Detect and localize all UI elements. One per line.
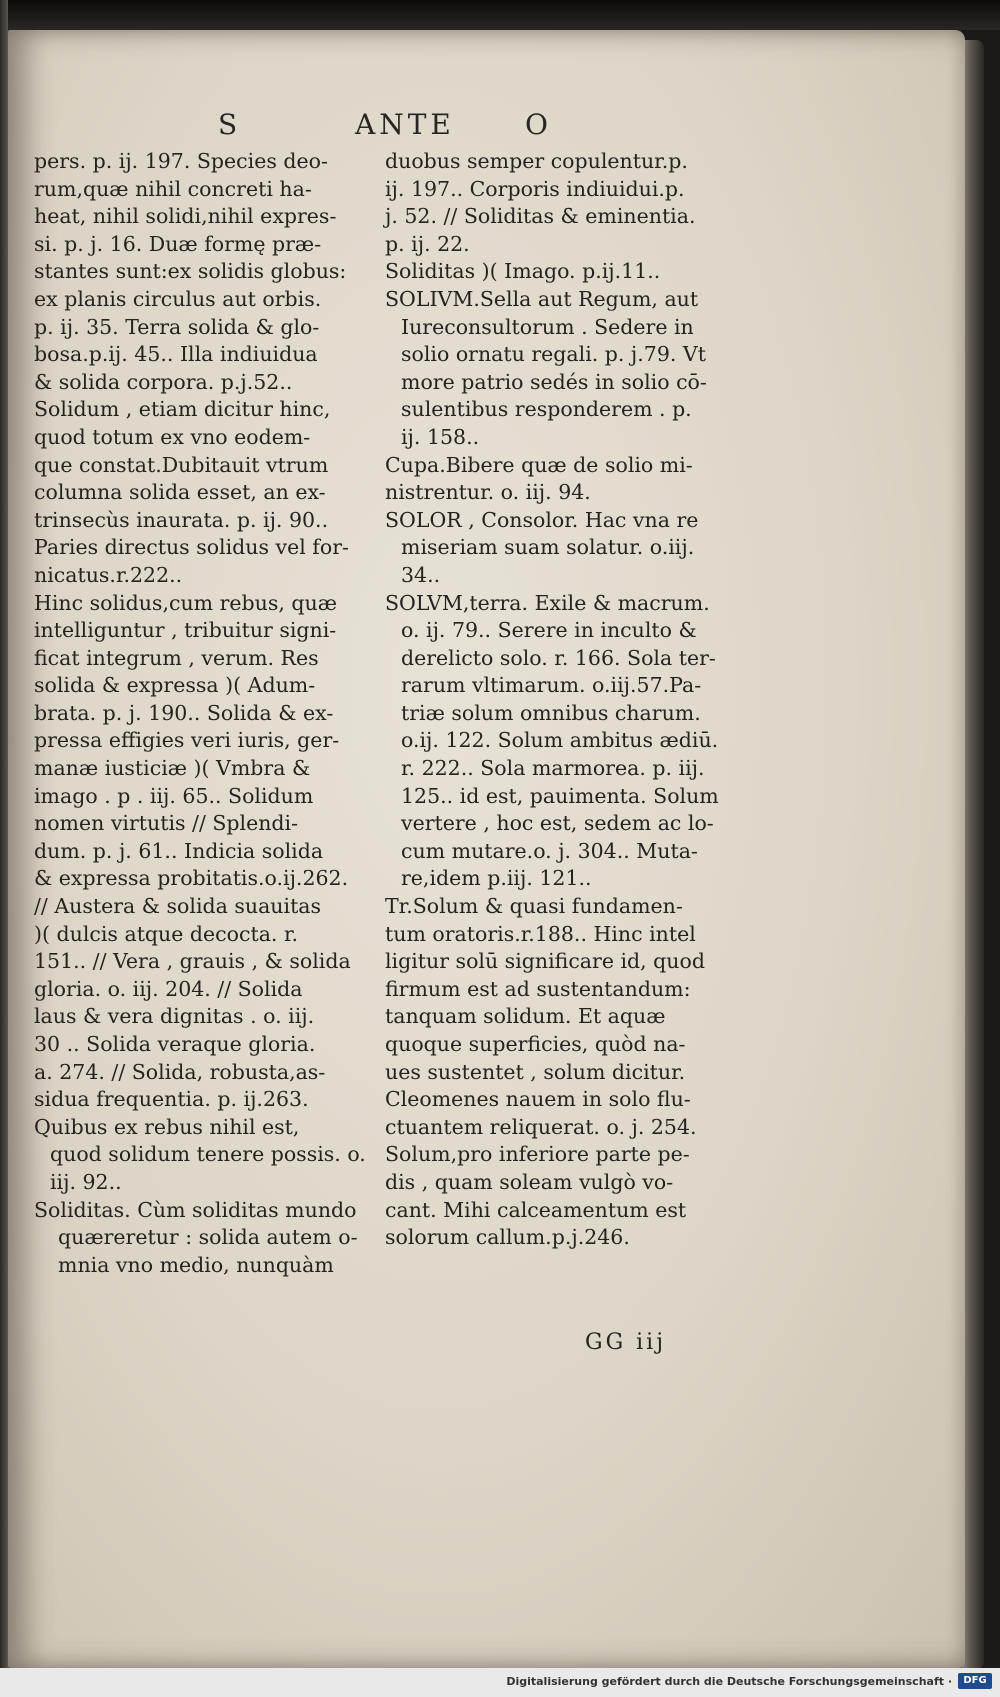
catchword: GG iij [585,1330,667,1355]
left-column-line: mnia vno medio, nunquàm [58,1252,334,1277]
right-column-line: sulentibus responderem . p. [401,397,692,422]
running-header [210,108,590,148]
left-column-line: )( dulcis atque decocta. r. [34,921,299,946]
left-column-line: 151.. // Vera , grauis , & solida [34,949,351,974]
left-column-line: a. 274. // Solida, robusta,as- [34,1059,326,1084]
right-column-line: o.ij. 122. Solum ambitus ædiū. [401,728,719,753]
right-column-line: cum mutare.o. j. 304.. Muta- [401,838,698,863]
right-column-line: ues sustentet , solum dicitur. [385,1059,686,1084]
right-column-line: solio ornatu regali. p. j.79. Vt [401,342,706,367]
right-column-line: SOLVM,terra. Exile & macrum. [385,590,710,615]
right-column-line: Cupa.Bibere quæ de solio mi- [385,452,693,477]
left-column-line: columna solida esset, an ex- [34,480,326,505]
right-column-line: duobus semper copulentur.p. [385,149,688,173]
left-column-line: & solida corpora. p.j.52.. [34,369,293,394]
left-column-line: Quibus ex rebus nihil est, [34,1114,300,1139]
header-right-letter: O [525,108,552,141]
right-column-line: derelicto solo. r. 166. Sola ter- [401,645,716,670]
header-middle-word: ANTE [355,108,455,141]
left-column-line: nomen virtutis // Splendi- [34,811,299,836]
right-column-line: r. 222.. Sola marmorea. p. iij. [401,756,705,781]
left-column-line: ex planis circulus aut orbis. [34,286,322,311]
left-column-line: Paries directus solidus vel for- [34,535,349,560]
right-column-line: ij. 197.. Corporis indiuidui.p. [385,176,685,201]
right-column-line: j. 52. // Soliditas & eminentia. [385,204,696,229]
digitization-credit: Digitalisierung gefördert durch die Deutsche Forschungsgemeinschaft · [506,1675,952,1688]
left-column-line: laus & vera dignitas . o. iij. [34,1004,315,1029]
left-column-line: imago . p . iij. 65.. Solidum [34,783,314,808]
left-column-line: sidua frequentia. p. ij.263. [34,1087,309,1112]
right-column-line: solorum callum.p.j.246. [385,1225,630,1250]
left-column-line: solida & expressa )( Adum- [34,673,316,698]
right-column-line: re,idem p.iij. 121.. [401,866,592,891]
right-column-line: SOLOR , Consolor. Hac vna re [385,507,699,532]
left-column-line: bosa.p.ij. 45.. Illa indiuidua [34,342,318,367]
left-column-line: heat, nihil solidi,nihil expres- [34,204,337,229]
right-column-line: cant. Mihi calceamentum est [385,1197,687,1222]
right-column-line: rarum vltimarum. o.iij.57.Pa- [401,673,702,698]
left-column-line: gloria. o. iij. 204. // Solida [34,976,303,1001]
left-column-line: trinsecùs inaurata. p. ij. 90.. [34,507,329,532]
right-column-line: Iureconsultorum . Sedere in [401,314,694,339]
header-left-letter: S [218,108,242,141]
right-column-line: SOLIVM.Sella aut Regum, aut [385,286,699,311]
right-column-line: Tr.Solum & quasi fundamen- [385,894,683,919]
right-column-line: p. ij. 22. [385,231,470,256]
left-column-line: nicatus.r.222.. [34,562,183,587]
left-column-line: brata. p. j. 190.. Solida & ex- [34,700,334,725]
right-column-line: firmum est ad sustentandum: [385,976,691,1001]
right-column-line: miseriam suam solatur. o.iij. [401,535,695,560]
right-column [385,148,760,1252]
left-column-line: p. ij. 35. Terra solida & glo- [34,314,320,339]
right-column-line: 34.. [401,562,441,587]
left-column-line: // Austera & solida suauitas [34,894,322,919]
right-column-line: vertere , hoc est, sedem ac lo- [401,811,714,836]
left-column-line: stantes sunt:ex solidis globus: [34,259,347,284]
left-column-line: 30 .. Solida veraque gloria. [34,1032,316,1056]
left-column-line: intelliguntur , tribuitur signi- [34,618,337,643]
right-column-line: 125.. id est, pauimenta. Solum [401,783,719,808]
left-column-line: manæ iusticiæ )( Vmbra & [34,756,311,781]
right-column-line: Cleomenes nauem in solo flu- [385,1087,691,1112]
right-column-line: more patrio sedés in solio cō- [401,369,707,394]
right-column-line: ij. 158.. [401,424,480,449]
left-column-line: si. p. j. 16. Duæ formę præ- [34,231,322,256]
left-column-line: rum,quæ nihil concreti ha- [34,176,312,201]
left-column-line: que constat.Dubitauit vtrum [34,452,329,477]
left-column-line: & expressa probitatis.o.ij.262. [34,866,349,891]
right-column-line: dis , quam soleam vulgò vo- [385,1169,674,1194]
left-column-line: pressa effigies veri iuris, ger- [34,728,340,753]
left-column-line: quod solidum tenere possis. o. [50,1142,366,1167]
right-column-line: quoque superficies, quòd na- [385,1032,686,1056]
right-column-line: nistrentur. o. iij. 94. [385,480,591,505]
right-column-line: tanquam solidum. Et aquæ [385,1004,666,1029]
right-column-line: Solum,pro inferiore parte pe- [385,1142,690,1167]
right-column-line: o. ij. 79.. Serere in inculto & [401,618,697,643]
left-column-line: Soliditas. Cùm soliditas mundo [34,1197,357,1222]
left-column-line: dum. p. j. 61.. Indicia solida [34,838,324,863]
left-column-line: pers. p. ij. 197. Species deo- [34,149,328,173]
left-column [34,148,379,1279]
page-edge [962,40,984,1670]
right-column-line: tum oratoris.r.188.. Hinc intel [385,921,696,946]
left-column-line: iij. 92.. [50,1169,122,1194]
right-column-line: ctuantem reliquerat. o. j. 254. [385,1114,697,1139]
right-column-line: ligitur solū significare id, quod [385,949,705,974]
scan-top-border [0,0,1000,30]
book-spine [0,0,8,1670]
left-column-line: quæreretur : solida autem o- [58,1225,358,1250]
left-column-line: Solidum , etiam dicitur hinc, [34,397,331,422]
right-column-line: triæ solum omnibus charum. [401,700,701,725]
left-column-line: quod totum ex vno eodem- [34,424,311,449]
right-column-line: Soliditas )( Imago. p.ij.11.. [385,259,661,284]
left-column-line: Hinc solidus,cum rebus, quæ [34,590,338,615]
left-column-line: ficat integrum , verum. Res [34,645,319,670]
dfg-logo: DFG [958,1673,992,1689]
